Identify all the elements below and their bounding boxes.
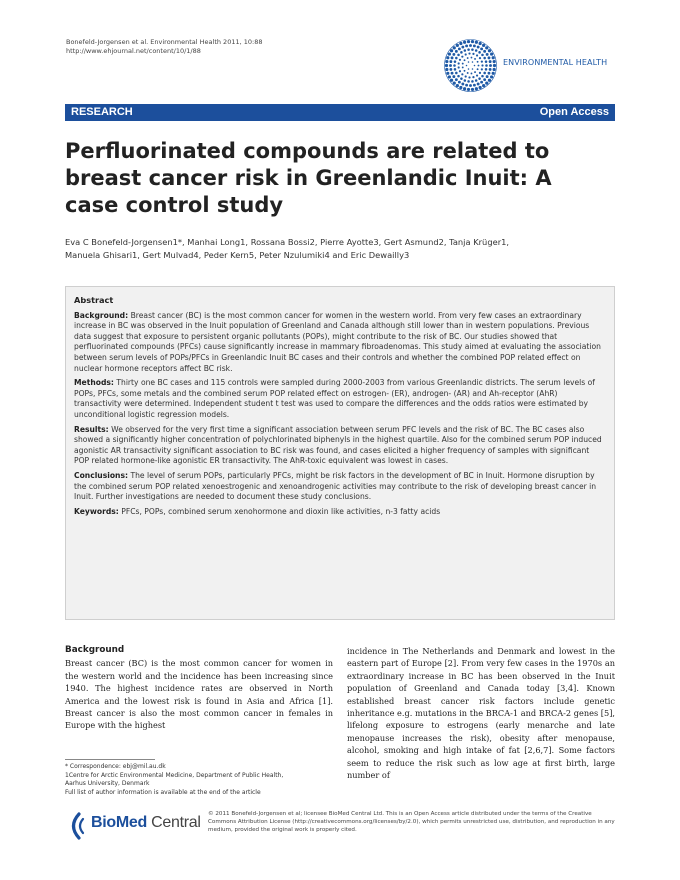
body-column-right	[347, 645, 615, 781]
citation-line-journal: Bonefeld-Jorgensen et al. Environmental Health 2011, 10:88	[66, 38, 263, 46]
abstract-keywords-text: PFCs, POPs, combined serum xenohormone and dioxin like activities, n-3 fatty acids	[121, 506, 441, 516]
body-paragraph-right: incidence in The Netherlands and Denmark and lowest in the eastern part of Europe [2]. From very few cases in the 1970s an extraordinary increase in BC has been observed in the Inuit population of Greenland and Canada today [3,4]. Known established breast cancer risk factors include genetic inheritance e.g. mutations in the BRCA-1 and BRCA-2 genes [5], lifelong exposure to estrogens (early menarche and late menopause increases the risk), obesity after menopause, alcohol, smoking and high intake of fat [2,6,7]. Some factors seem to reduce the risk such as low age at first birth, large number of	[347, 646, 615, 781]
correspondence-note[interactable]: * Correspondence: ebj@mil.au.dk	[65, 763, 166, 770]
abstract-box	[65, 286, 615, 620]
publisher-name-light: Central	[146, 814, 201, 831]
abstract-keywords	[74, 507, 606, 518]
footnote-divider	[65, 759, 155, 760]
abstract-keywords-label: Keywords:	[74, 506, 119, 516]
abstract-results-text: We observed for the very first time a significant association between serum PFC levels and the risk of BC. The BC cases also showed a significantly higher concentration of polychlorinated biphenyls in the highest quartile. Also for the combined serum POP induced agonistic AR transactivity significant association to BC risk was found, and cases elicited a higher frequency of samples with significant POP related hormone-like agonistic ER transactivity. The AhR-toxic equivalent was lowest in cases.	[74, 424, 602, 466]
body-paragraph-left: Breast cancer (BC) is the most common cancer for women in the western world and the incidence has been increasing since 1940. The highest incidence rates are observed in North America and the lowest risk is found in Asia and Africa [1]. Breast cancer is also the most common cancer in females in Europe with the highest	[65, 658, 333, 731]
abstract-conclusions-label: Conclusions:	[74, 470, 129, 480]
abstract-methods-text: Thirty one BC cases and 115 controls were sampled during 2000-2003 from various Greenlandic districts. The serum levels of POPs, PFCs, some metals and the combined serum POP related effect on estrogen- (ER), androgen- (AR) and Ah-receptor (AhR) transactivity were determined. Independent student t test was used to compare the differences and the odds ratios were estimated by unconditional logistic regression models.	[74, 378, 595, 419]
author-info-note: Full list of author information is available at the end of the article	[65, 788, 261, 796]
citation-line-url[interactable]: http://www.ehjournal.net/content/10/1/88	[66, 46, 201, 55]
author-line-1: Eva C Bonefeld-Jorgensen1*, Manhai Long1, Rossana Bossi2, Pierre Ayotte3, Gert Asmund2, Tanja Krüger1,	[65, 237, 510, 247]
affiliation-line-1: 1Centre for Arctic Environmental Medicine, Department of Public Health,	[65, 771, 284, 779]
affiliation-line-2: Aarhus University, Denmark	[65, 780, 150, 787]
abstract-methods-label: Methods:	[74, 378, 114, 388]
abstract-background-label: Background:	[74, 310, 129, 320]
citation-block	[66, 38, 366, 55]
license-statement: © 2011 Bonefeld-Jorgensen et al; licensee BioMed Central Ltd. This is an Open Access article distributed under the terms of the Creative Commons Attribution License (http://creativecommons.org/licenses/by/2.0), which permits unrestricted use, distribution, and reproduction in any medium, provided the original work is properly cited.	[208, 811, 615, 833]
abstract-results	[74, 425, 606, 467]
globe-dots-icon	[443, 38, 498, 93]
author-line-2: Manuela Ghisari1, Gert Mulvad4, Peder Kern5, Peter Nzulumiki4 and Eric Dewailly3	[65, 250, 410, 260]
abstract-conclusions	[74, 471, 606, 503]
footnotes	[65, 763, 335, 797]
open-access-label: Open Access	[539, 106, 609, 118]
section-heading-background: Background	[65, 645, 125, 655]
body-column-left	[65, 644, 333, 732]
journal-name: ENVIRONMENTAL HEALTH	[503, 58, 608, 67]
abstract-background-text: Breast cancer (BC) is the most common cancer for women in the western world. From very few cases an extraordinary increase in BC was observed in the Inuit population of Greenland and Canada although still lower than in western populations. Previous data suggest that exposure to persistent organic pollutants (POPs), might contribute to the risk of BC. Our studies showed that perfluorinated compounds (PFCs) cause significantly increase in mammary fibroadenomas. This study aimed at evaluating the association between serum levels of POPs/PFCs in Greenlandic Inuit BC cases and their controls and whether the combined POP related effect on nuclear hormone receptors affect BC risk.	[74, 310, 601, 373]
article-title: Perfluorinated compounds are related to breast cancer risk in Greenlandic Inuit: A case control study	[65, 139, 552, 217]
abstract-methods	[74, 378, 606, 420]
abstract-results-label: Results:	[74, 424, 109, 434]
abstract-background	[74, 311, 606, 375]
publisher-name	[91, 814, 201, 832]
abstract-conclusions-text: The level of serum POPs, particularly PFCs, might be risk factors in the development of BC in Inuit. Hormone disruption by the combined serum POP related xenoestrogenic and xenoandrogenic activities may contribute to the risk of developing breast cancer in Inuit. Further investigations are needed to document these study conclusions.	[74, 470, 597, 502]
abstract-heading: Abstract	[74, 295, 114, 305]
author-list	[65, 236, 610, 262]
article-type-bar	[65, 104, 615, 121]
publisher-name-bold: BioMed	[91, 814, 147, 831]
article-type-label: RESEARCH	[71, 106, 133, 118]
